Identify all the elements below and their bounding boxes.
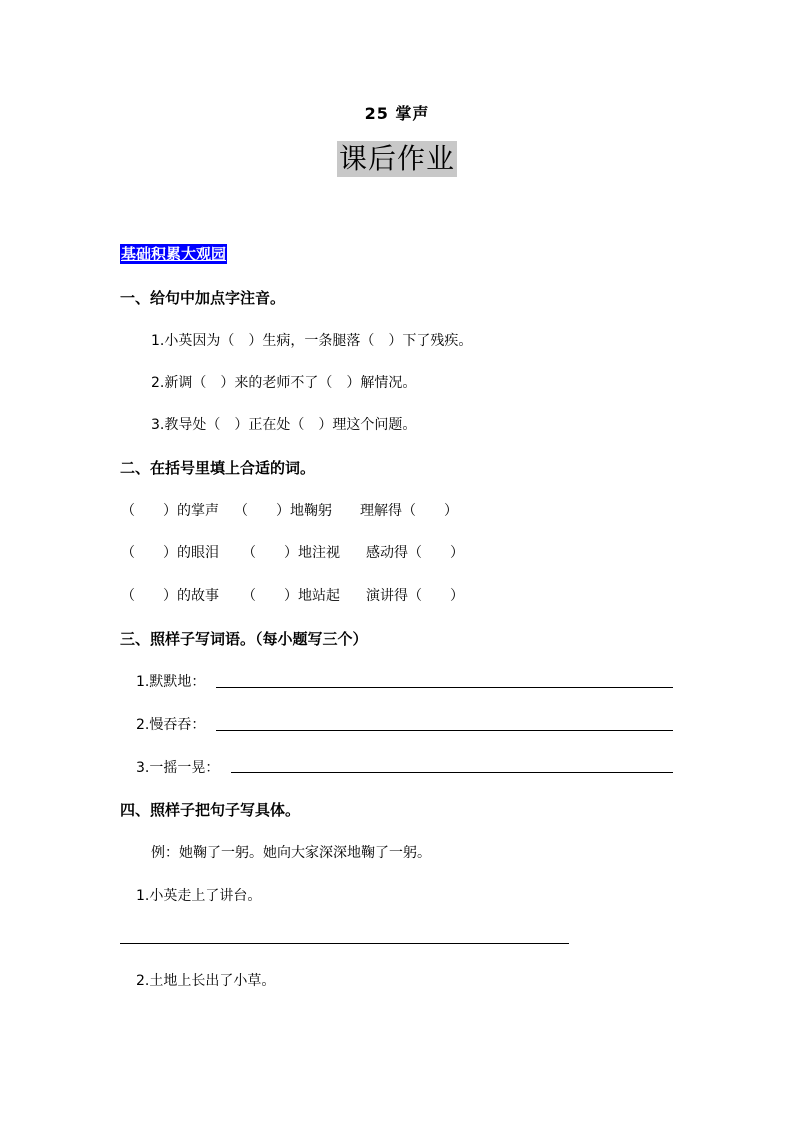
q4-item-1: 1.小英走上了讲台。: [136, 888, 262, 904]
q3-answer-line-1[interactable]: [216, 687, 673, 688]
q3-heading: 三、照样子写词语。（每小题写三个）: [120, 630, 368, 648]
q3-item-3: 3.一摇一晃：: [136, 760, 220, 776]
q3-answer-line-3[interactable]: [231, 772, 673, 773]
q4-example: 例：她鞠了一躬。她向大家深深地鞠了一躬。: [151, 845, 431, 861]
section-tag: 基础积累大观园: [121, 245, 227, 263]
q2-r1-c2: （ ）地鞠躬: [234, 503, 332, 519]
q1-heading: 一、给句中加点字注音。: [120, 289, 286, 307]
q2-r3-c2: （ ）地站起: [242, 588, 340, 604]
q1-item-2: 2.新调（ ）来的老师不了（ ）解情况。: [151, 375, 417, 391]
q2-r2-c3: 感动得（ ）: [366, 545, 464, 561]
q4-item-2: 2.土地上长出了小草。: [136, 973, 276, 989]
q2-r3-c1: （ ）的故事: [121, 588, 219, 604]
q4-heading: 四、照样子把句子写具体。: [120, 801, 301, 819]
q1-item-1: 1.小英因为（ ）生病，一条腿落（ ）下了残疾。: [151, 333, 473, 349]
worksheet-title: 课后作业: [338, 142, 455, 175]
q4-answer-line-1[interactable]: [120, 943, 569, 944]
title-wrap: [0, 141, 794, 177]
q3-answer-line-2[interactable]: [216, 730, 673, 731]
q2-r2-c2: （ ）地注视: [242, 545, 340, 561]
q1-item-3: 3.教导处（ ）正在处（ ）理这个问题。: [151, 417, 417, 433]
q2-heading: 二、在括号里填上合适的词。: [120, 459, 316, 477]
q2-r3-c3: 演讲得（ ）: [366, 588, 464, 604]
q2-r2-c1: （ ）的眼泪: [121, 545, 219, 561]
q3-item-1: 1.默默地：: [136, 674, 206, 690]
q2-r1-c3: 理解得（ ）: [360, 503, 458, 519]
lesson-title: 25 掌声: [364, 104, 430, 123]
q2-r1-c1: （ ）的掌声: [121, 503, 219, 519]
q3-item-2: 2.慢吞吞：: [136, 717, 206, 733]
